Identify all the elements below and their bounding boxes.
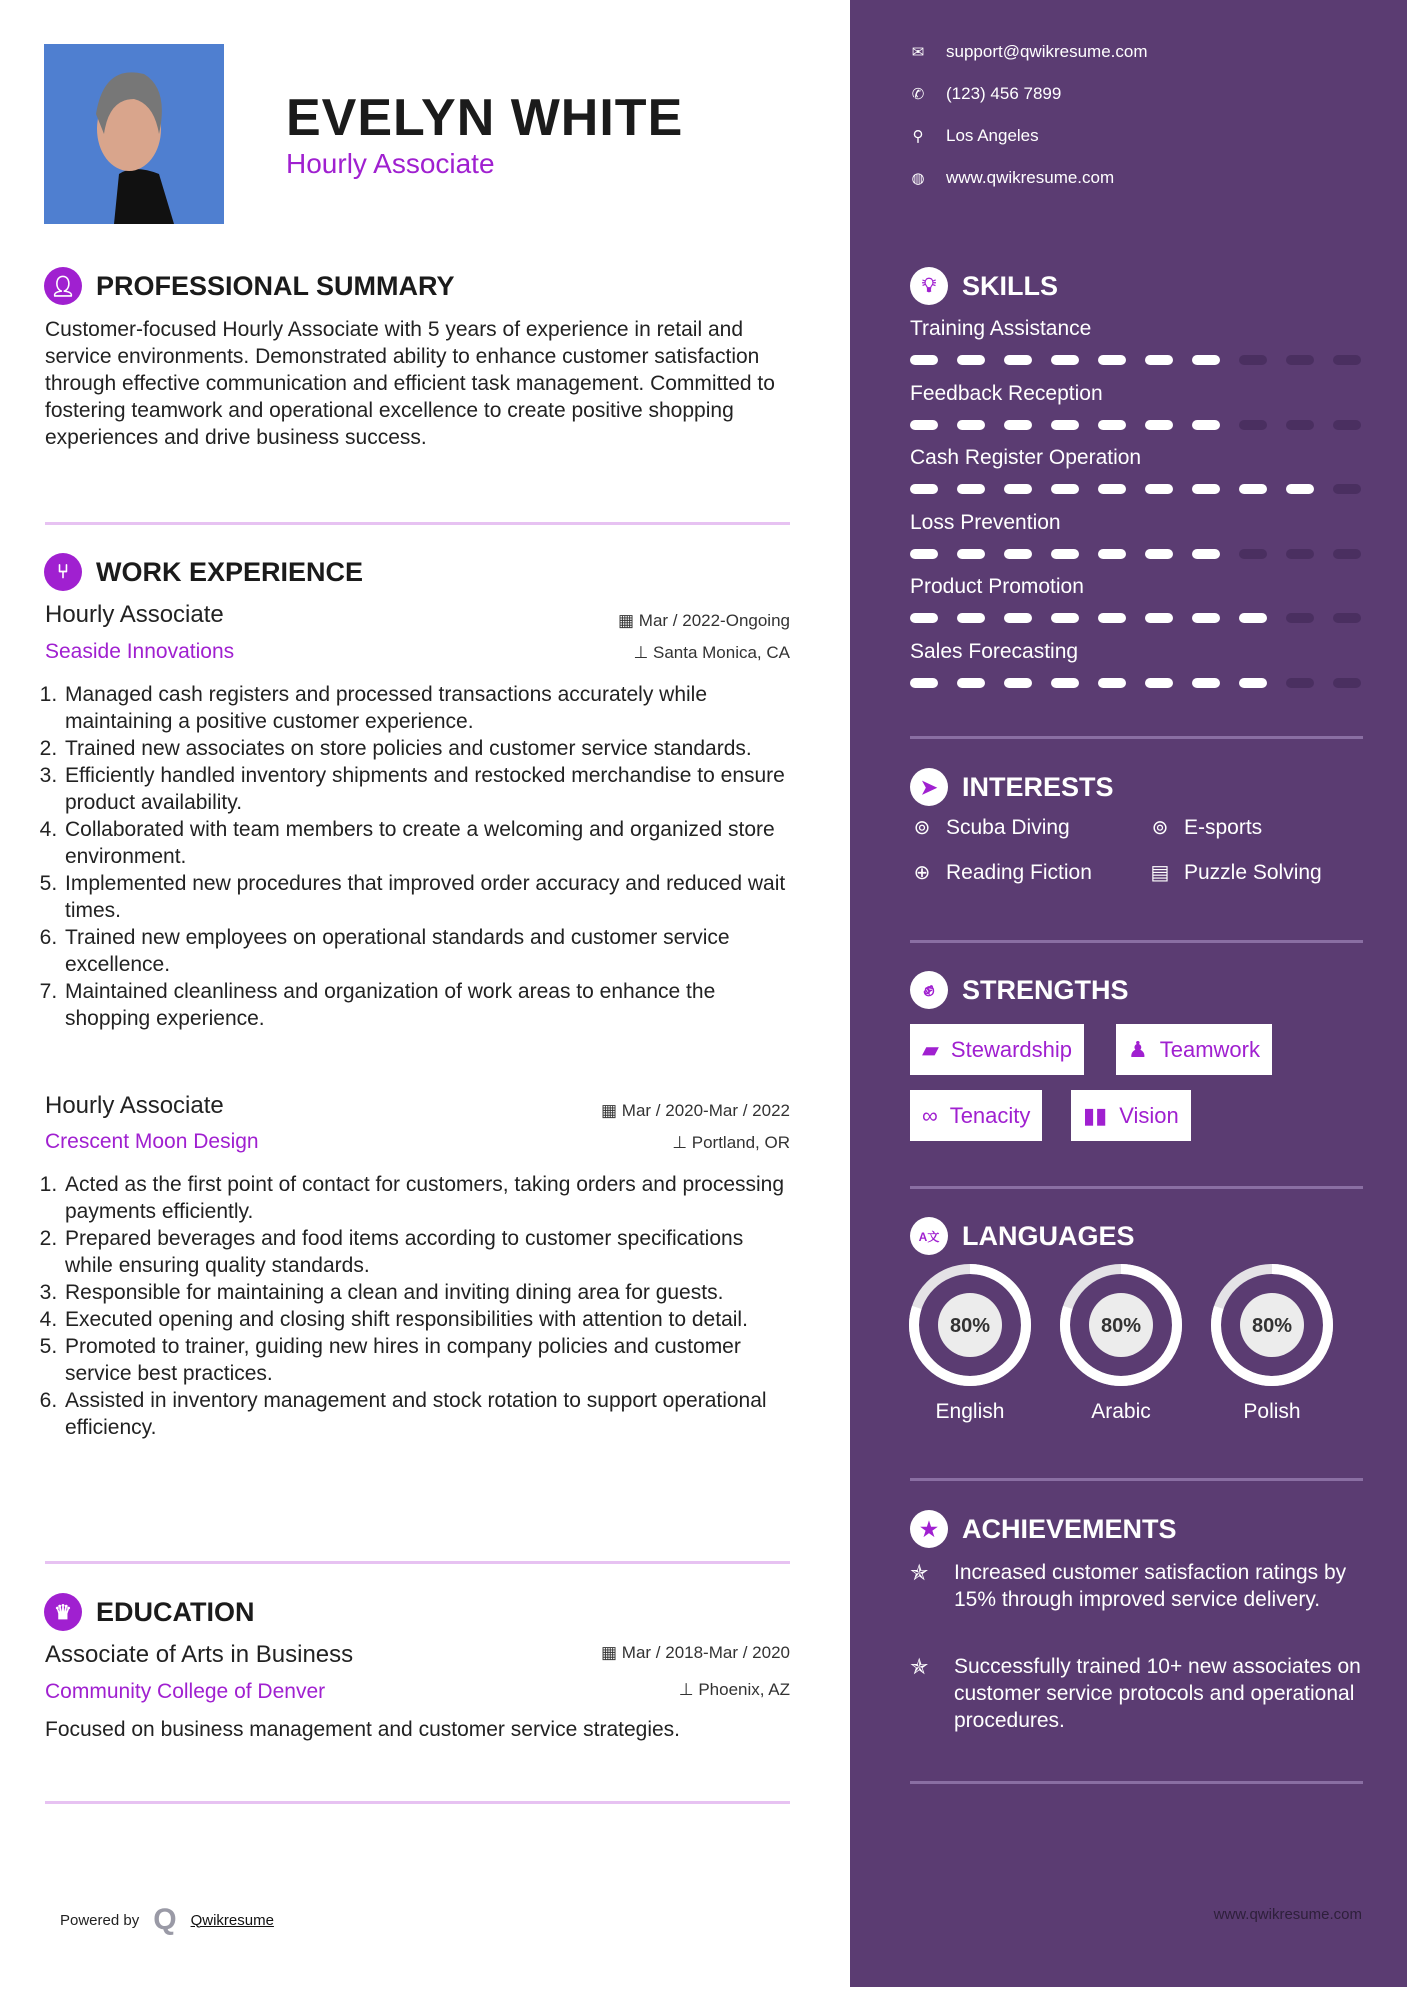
summary-heading	[44, 267, 455, 305]
skill-dash-filled	[957, 355, 985, 365]
skill-dash-filled	[1239, 613, 1267, 623]
briefcase-icon: ▰	[922, 1036, 939, 1062]
job-bullet: 5. Implemented new procedures that improved order accuracy and reduced wait times.	[63, 870, 790, 924]
calendar-icon: ▦	[618, 611, 639, 630]
skill-dash-filled	[1004, 355, 1032, 365]
divider	[910, 940, 1363, 943]
skill-dash-filled	[1192, 484, 1220, 494]
work-heading-text: WORK EXPERIENCE	[96, 556, 364, 587]
skill-dash-empty	[1333, 484, 1361, 494]
skill-dash-filled	[1239, 678, 1267, 688]
user-icon: 👤︎	[44, 267, 82, 305]
contact-text: support@qwikresume.com	[946, 42, 1148, 61]
skill-dash-filled	[1051, 678, 1079, 688]
calendar-icon: ▦	[601, 1101, 622, 1120]
skill-dash-filled	[1098, 613, 1126, 623]
skill-dash-filled	[1098, 355, 1126, 365]
job-date	[601, 1101, 790, 1121]
skill-name: Training Assistance	[910, 317, 1092, 340]
strength-chip	[1116, 1024, 1272, 1075]
job-bullet: 6. Assisted in inventory management and stock rotation to support operational efficiency.	[63, 1387, 790, 1441]
skill-level-bar	[910, 613, 1363, 623]
lightbulb-icon: 💡︎	[910, 267, 948, 305]
education-location	[679, 1680, 790, 1700]
skill-dash-filled	[1192, 613, 1220, 623]
job-location	[672, 1133, 790, 1153]
interest-item	[910, 815, 1070, 840]
skill-dash-empty	[1286, 613, 1314, 623]
skill-dash-filled	[1098, 484, 1126, 494]
achievement-item	[910, 1559, 1370, 1613]
strength-name: Teamwork	[1159, 1036, 1260, 1062]
footer-url: www.qwikresume.com	[1213, 1906, 1362, 1923]
language-donut	[1056, 1260, 1186, 1390]
chair-icon: ⑂	[44, 553, 82, 591]
job-bullet: 2. Trained new associates on store policies and customer service standards.	[63, 735, 790, 762]
skill-dash-filled	[957, 484, 985, 494]
life-ring-icon: ⊚	[1151, 817, 1169, 839]
candidate-name: EVELYN WHITE	[286, 89, 684, 147]
globe-icon: ◍	[911, 170, 925, 187]
translate-icon: A文	[910, 1217, 948, 1255]
skill-dash-filled	[1051, 420, 1079, 430]
language-name: Polish	[1243, 1400, 1301, 1423]
interest-name: E-sports	[1184, 815, 1263, 839]
skill-dash-filled	[910, 355, 938, 365]
contact-item	[910, 84, 1061, 104]
job-bullet: 3. Responsible for maintaining a clean and inviting dining area for guests.	[63, 1279, 790, 1306]
skill-dash-filled	[1192, 549, 1220, 559]
contact-item	[910, 126, 1039, 146]
job-location	[633, 643, 790, 663]
divider	[910, 736, 1363, 739]
job-bullet: 6. Trained new employees on operational standards and customer service excellence.	[63, 924, 790, 978]
strengths-heading-text: STRENGTHS	[962, 974, 1129, 1005]
job-title: Hourly Associate	[45, 1092, 224, 1119]
divider	[45, 1801, 790, 1804]
job-company: Seaside Innovations	[45, 640, 235, 663]
skill-dash-filled	[910, 484, 938, 494]
languages-heading-text: LANGUAGES	[962, 1220, 1135, 1251]
job-date-text: Mar / 2022-Ongoing	[638, 611, 790, 630]
skill-dash-filled	[1239, 484, 1267, 494]
skill-dash-filled	[1192, 678, 1220, 688]
job-bullet: 2. Prepared beverages and food items according to customer specifications while ensuring quality standards.	[63, 1225, 790, 1279]
job-bullet: 1. Managed cash registers and processed transactions accurately while maintaining a positive customer experience.	[63, 681, 790, 735]
skill-dash-empty	[1239, 355, 1267, 365]
skill-dash-empty	[1333, 355, 1361, 365]
job-bullet: 4. Executed opening and closing shift responsibilities with attention to detail.	[63, 1306, 790, 1333]
achievement-text: Successfully trained 10+ new associates on customer service protocols and operational procedures.	[954, 1655, 1361, 1732]
school: Community College of Denver	[45, 1680, 326, 1703]
map-pin-icon: ⚲	[912, 128, 924, 145]
contact-item	[910, 168, 1114, 188]
skill-dash-empty	[1286, 420, 1314, 430]
pin-icon: ⊥	[678, 1680, 699, 1699]
strength-chip	[910, 1090, 1042, 1141]
users-icon: ♟	[1128, 1036, 1148, 1062]
achievement-item	[910, 1653, 1370, 1734]
language-percent: 80%	[1100, 1315, 1142, 1337]
skills-heading-text: SKILLS	[962, 270, 1059, 301]
interests-heading-text: INTERESTS	[962, 771, 1114, 802]
contact-item	[910, 42, 1148, 62]
pin-icon: ⊥	[633, 643, 653, 662]
life-ring-icon: ⊚	[913, 817, 931, 839]
language-donut	[1207, 1260, 1337, 1390]
divider	[45, 522, 790, 525]
achievement-text: Increased customer satisfaction ratings by 15% through improved service delivery.	[954, 1561, 1347, 1611]
candidate-title: Hourly Associate	[286, 148, 495, 179]
profile-photo	[44, 44, 224, 224]
skill-name: Product Promotion	[910, 575, 1084, 598]
strengths-heading	[910, 971, 1129, 1009]
summary-heading-text: PROFESSIONAL SUMMARY	[96, 270, 455, 301]
paper-plane-icon: ➤	[910, 768, 948, 806]
skill-dash-filled	[910, 549, 938, 559]
skill-dash-filled	[1192, 420, 1220, 430]
job-bullet: 1. Acted as the first point of contact for customers, taking orders and processing payments efficiently.	[63, 1171, 790, 1225]
skill-name: Feedback Reception	[910, 381, 1103, 405]
language-donut	[905, 1260, 1035, 1390]
skill-name: Cash Register Operation	[910, 446, 1142, 469]
achievements-heading	[910, 1510, 1177, 1548]
skill-dash-filled	[957, 549, 985, 559]
skill-dash-filled	[1051, 484, 1079, 494]
skill-dash-filled	[1098, 420, 1126, 430]
strength-name: Stewardship	[950, 1036, 1072, 1062]
job-location-text: Santa Monica, CA	[652, 643, 790, 662]
job-bullet: 7. Maintained cleanliness and organization of work areas to enhance the shopping experience.	[63, 978, 790, 1032]
language-name: English	[935, 1400, 1005, 1423]
skill-dash-filled	[1145, 484, 1173, 494]
star-badge-icon: ★	[910, 1510, 948, 1548]
skill-dash-filled	[1098, 678, 1126, 688]
divider	[45, 1561, 790, 1564]
contact-text: Los Angeles	[946, 126, 1039, 145]
skill-dash-filled	[1145, 549, 1173, 559]
powered-by	[60, 1903, 274, 1937]
job-date	[618, 611, 790, 631]
skill-dash-filled	[910, 678, 938, 688]
skill-dash-empty	[1286, 355, 1314, 365]
skill-level-bar	[910, 420, 1363, 430]
skill-dash-filled	[910, 613, 938, 623]
skill-dash-filled	[1192, 355, 1220, 365]
work-heading	[44, 553, 363, 591]
strength-chip	[910, 1024, 1084, 1075]
skill-dash-filled	[1145, 678, 1173, 688]
interest-name: Scuba Diving	[946, 815, 1070, 839]
divider	[910, 1478, 1363, 1481]
skill-dash-filled	[1004, 549, 1032, 559]
binoculars-icon: ▮▮	[1083, 1102, 1108, 1128]
skill-dash-filled	[957, 420, 985, 430]
skill-dash-filled	[1145, 355, 1173, 365]
skill-dash-filled	[1004, 420, 1032, 430]
skills-heading	[910, 267, 1058, 305]
skill-dash-empty	[1333, 420, 1361, 430]
strength-chip	[1071, 1090, 1191, 1141]
skill-dash-filled	[1051, 549, 1079, 559]
powered-by-text: Powered by	[60, 1911, 140, 1929]
job-date-text: Mar / 2020-Mar / 2022	[621, 1101, 790, 1120]
skill-dash-empty	[1239, 420, 1267, 430]
languages-heading	[910, 1217, 1135, 1255]
job-location-text: Portland, OR	[691, 1133, 790, 1152]
interest-item	[1148, 860, 1322, 885]
skill-dash-filled	[957, 613, 985, 623]
contact-text: (123) 456 7899	[946, 84, 1062, 103]
skill-name: Loss Prevention	[910, 510, 1061, 534]
interest-item	[910, 860, 1092, 885]
job-company: Crescent Moon Design	[45, 1130, 259, 1153]
skill-dash-empty	[1286, 678, 1314, 688]
skill-dash-filled	[1004, 613, 1032, 623]
job-bullet: 4. Collaborated with team members to create a welcoming and organized store environment.	[63, 816, 790, 870]
summary-text: Customer-focused Hourly Associate with 5 years of experience in retail and service environments. Demonstrated ability to enhance customer satisfaction through effective communication and efficient task management. Committed to fostering teamwork and operational excellence to create positive shopping experiences and drive business success.	[45, 318, 775, 449]
job-bullets	[45, 681, 790, 1032]
skill-name: Sales Forecasting	[910, 639, 1079, 663]
education-heading	[44, 1593, 255, 1631]
skill-dash-filled	[1004, 678, 1032, 688]
education-date-text: Mar / 2018-Mar / 2020	[621, 1643, 790, 1662]
calendar-icon: ▦	[601, 1643, 622, 1662]
education-heading-text: EDUCATION	[96, 1596, 255, 1627]
star-icon: ✯	[910, 1560, 929, 1585]
star-icon: ✯	[910, 1654, 929, 1679]
qwikresume-logo-icon: Q	[153, 1903, 177, 1936]
pin-icon: ⊥	[672, 1133, 692, 1152]
language-name: Arabic	[1091, 1400, 1151, 1423]
skill-dash-empty	[1239, 549, 1267, 559]
job-bullet: 3. Efficiently handled inventory shipments and restocked merchandise to ensure product availability.	[63, 762, 790, 816]
envelope-icon: ✉	[911, 44, 925, 61]
education-date	[601, 1643, 790, 1663]
skill-dash-filled	[1051, 355, 1079, 365]
gamepad-icon: ⊕	[913, 862, 931, 884]
skill-dash-filled	[910, 420, 938, 430]
achievements-heading-text: ACHIEVEMENTS	[962, 1513, 1177, 1544]
skill-level-bar	[910, 678, 1363, 688]
skill-dash-filled	[1145, 613, 1173, 623]
skill-dash-filled	[1098, 549, 1126, 559]
job-bullets	[45, 1171, 790, 1441]
interest-name: Puzzle Solving	[1184, 860, 1322, 884]
language-percent: 80%	[949, 1315, 991, 1337]
skill-dash-empty	[1333, 613, 1361, 623]
skill-dash-filled	[1286, 484, 1314, 494]
phone-icon: ✆	[911, 86, 925, 103]
skill-level-bar	[910, 355, 1363, 365]
fist-icon: ✊︎	[910, 971, 948, 1009]
contact-text: www.qwikresume.com	[946, 168, 1115, 187]
skill-dash-filled	[1145, 420, 1173, 430]
graduate-icon: ♛	[44, 1593, 82, 1631]
qwikresume-link[interactable]: Qwikresume	[190, 1911, 274, 1929]
divider	[910, 1186, 1363, 1189]
job-bullet: 5. Promoted to trainer, guiding new hires in company policies and customer service best practices.	[63, 1333, 790, 1387]
strength-name: Tenacity	[949, 1102, 1031, 1128]
skill-level-bar	[910, 549, 1363, 559]
interest-name: Reading Fiction	[946, 860, 1092, 884]
degree: Associate of Arts in Business	[45, 1641, 354, 1668]
skill-dash-filled	[1051, 613, 1079, 623]
skill-dash-empty	[1286, 549, 1314, 559]
skill-dash-empty	[1333, 549, 1361, 559]
link-icon: ∞	[922, 1102, 938, 1128]
sidebar	[850, 0, 1407, 1987]
interest-item	[1148, 815, 1262, 840]
skill-level-bar	[910, 484, 1363, 494]
interests-heading	[910, 768, 1114, 806]
skill-dash-filled	[957, 678, 985, 688]
divider	[910, 1781, 1363, 1784]
skill-dash-empty	[1333, 678, 1361, 688]
job-title: Hourly Associate	[45, 601, 224, 628]
strength-name: Vision	[1119, 1102, 1179, 1128]
language-percent: 80%	[1251, 1315, 1293, 1337]
education-description: Focused on business management and customer service strategies.	[45, 1718, 680, 1741]
book-icon: ▤	[1150, 862, 1170, 884]
skill-dash-filled	[1004, 484, 1032, 494]
education-location-text: Phoenix, AZ	[698, 1680, 790, 1699]
